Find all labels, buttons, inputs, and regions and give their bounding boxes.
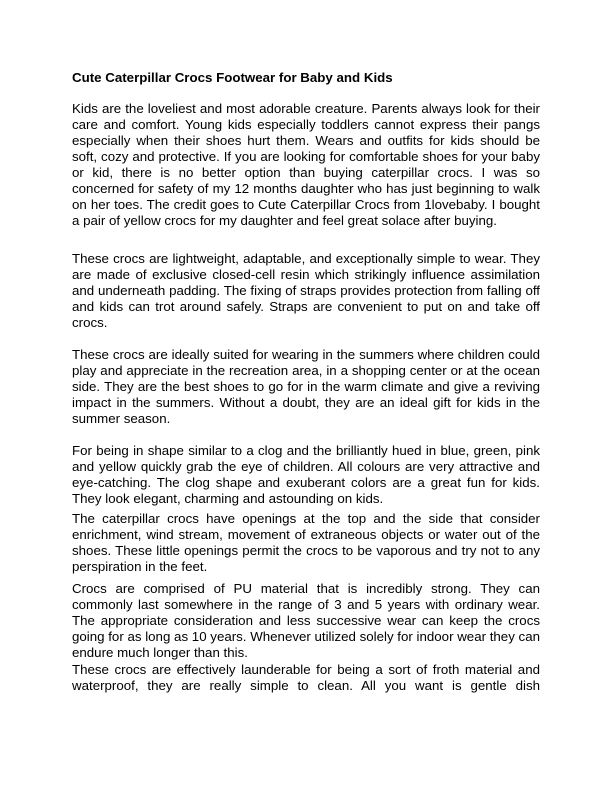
paragraph-lightweight: These crocs are lightweight, adaptable, and exceptionally simple to wear. They are made of exclusive closed-cell resin which strikingly influence assimilation and underneath padding. The fixing of straps provides protection from falling off and kids can trot around safely. Straps are convenient to put on and take off crocs. (72, 251, 540, 330)
document-title: Cute Caterpillar Crocs Footwear for Baby and Kids (72, 70, 393, 85)
paragraph-intro: Kids are the loveliest and most adorable creature. Parents always look for their care and comfort. Young kids especially toddlers cannot express their pangs especially when their shoes hurt them. Wears and outfits for kids should be soft, cozy and protective. If you are looking for comfortable shoes for your baby or kid, there is no better option than buying caterpillar crocs. I was so concerned for safety of my 12 months daughter who has just beginning to walk on her toes. The credit goes to Cute Caterpillar Crocs from 1lovebaby. I bought a pair of yellow crocs for my daughter and feel great solace after buying. (72, 101, 540, 228)
paragraph-summer: These crocs are ideally suited for wearing in the summers where children could play and appreciate in the recreation area, in a shopping center or at the ocean side. They are the best shoes to go for in the warm climate and give a reviving impact in the summers. Without a doubt, they are an ideal gift for kids in the summer season. (72, 347, 540, 426)
paragraph-durability: Crocs are comprised of PU material that is incredibly strong. They can commonly last somewhere in the range of 3 and 5 years with ordinary wear. The appropriate consideration and less successive wear can keep the crocs going for as long as 10 years. Whenever utilized solely for indoor wear they can endure much longer than this. (72, 581, 540, 660)
paragraph-cleaning: These crocs are effectively launderable for being a sort of froth material and waterproof, they are really simple to clean. All you want is gentle dish (72, 662, 540, 693)
paragraph-openings: The caterpillar crocs have openings at the top and the side that consider enrichment, wind stream, movement of extraneous objects or water out of the shoes. These little openings permit the crocs to be vaporous and try not to any perspiration in the feet. (72, 511, 540, 574)
paragraph-colors: For being in shape similar to a clog and the brilliantly hued in blue, green, pink and yellow quickly grab the eye of children. All colours are very attractive and eye-catching. The clog shape and exuberant colors are a great fun for kids. They look elegant, charming and astounding on kids. (72, 443, 540, 506)
